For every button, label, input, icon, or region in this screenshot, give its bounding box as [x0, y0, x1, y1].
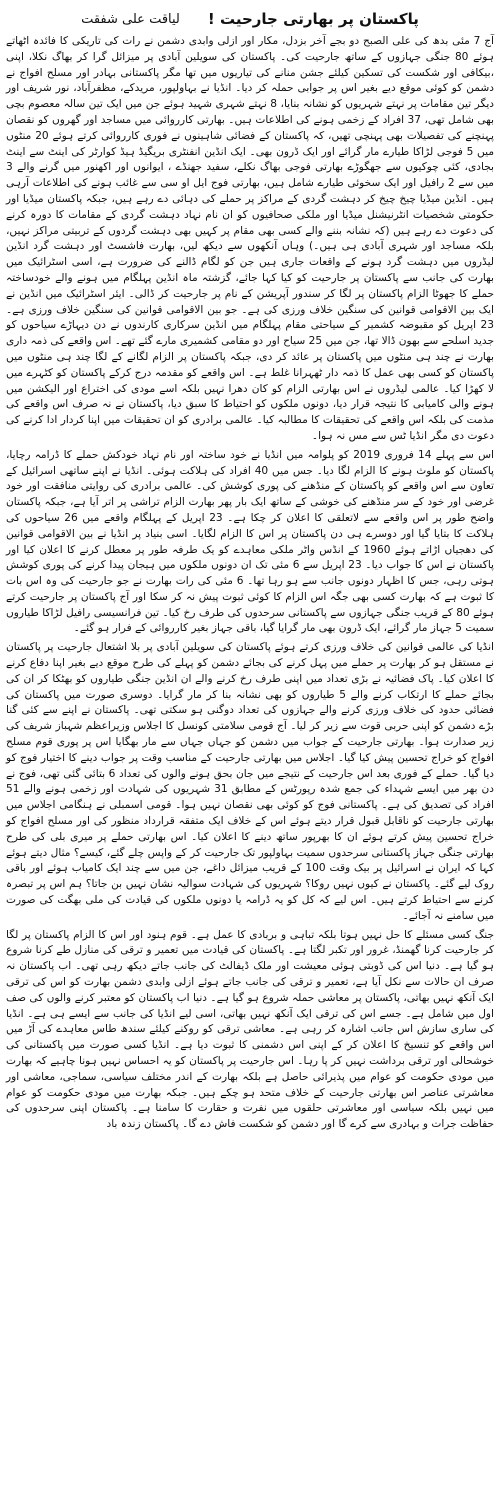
author-name: لیاقت علی شفقت	[81, 11, 180, 27]
paragraph-4: جنگ کسی مسئلے کا حل نہیں ہوتا بلکہ تباہی و بربادی کا عمل ہے۔ قوم ہنود اور اس کا الزام پاکستان پر لگا کر جارحیت کرنا گھمنڈ، غرور اور تکبر لگتا ہے۔ پاکستان کی قیادت میں تعمیر و ترقی کی منازل طے کرنا شروع ہو گیا ہے۔ دنیا اس کی ڈوبتی ہوئی معیشت اور ملک ڈیفالٹ کی جانب جاتے دیکھ رہی تھی۔ اب پاکستان نہ صرف ان حالات سے نکل آیا ہے، تعمیر و ترقی کی جانب جاتے ہوئے ازلی وابدی دشمن بھارت کو اس کی ترقی ایک آنکھ نہیں بھاتی، پاکستان پر معاشی حملہ شروع ہو گیا ہے۔ دنیا اب پاکستان کو معتبر کرنے والوں کی صف اول میں شامل ہے۔ جسے اس کی ترقی ایک آنکھ نہیں بھاتی، اسی لیے انڈیا کی جانب سے ایسے ہی ہے۔ انڈیا کی ساری سازش اس جانب اشارہ کر رہی ہے۔ معاشی ترقی کو روکنے کیلئے سندھ طاس معاہدے کی آڑ میں اس واقعے کو تنسیخ کا اعلان کر کے اپنی اس دشمنی کا ثبوت دیا ہے۔ انڈیا کسی صورت میں پاکستانی کی خوشحالی اور ترقی برداشت نہیں کر پا رہا۔ اس جارحیت پر پاکستان کو یہ احساس نہیں ہونا چاہیے کہ بھارت میں مودی حکومت کو عوام میں پذیرائی حاصل ہے بلکہ بھارت کے اندر مختلف سیاسی، سماجی، معاشی اور معاشرتی عناصر اس بھارتی جارحیت کے خلاف متحد ہو چکے ہیں۔ جبکہ بھارت میں مودی حکومت کو عوام میں نہیں بلکہ سیاسی اور معاشرتی حلقوں میں نفرت و حقارت کا سامنا ہے۔ پاکستان اپنی سرحدوں کی حفاظت جرات و بہادری سے کرے گا اور دشمن کو شکست فاش دے گا۔ پاکستان زندہ باد	[6, 928, 494, 1131]
article-body	[6, 34, 494, 1133]
paragraph-1: آج 7 مئی بدھ کی علی الصبح دو بجے آخر بزدل، مکار اور ازلی وابدی دشمن نے رات کی تاریکی کا فائدہ اٹھاتے ہوئے 80 جنگی جہازوں کے ساتھ جارحیت کی۔ پاکستان کی سویلین آبادی پر میزائل گرا کر بھاگ نکلا، اپنی ،بیکافی اور شکست کی تسکین کیلئے جشن منانے کی تیاریوں میں تھا مگر پاکستانی بہادر اور مسلح افواج نے دشمن کو کوئی موقع دیے بغیر اس پر جوابی حملہ کر دیا۔ انڈیا نے بہاولپور، مریدکے، مظفرآباد، نور شریف اور دیگر تین مقامات پر نہتے شہریوں کو نشانہ بنایا، 8 نہتے شہری شہید ہوئے جن میں ایک تین سالہ معصوم بچی بھی شامل تھی، 37 افراد کے زخمی ہونے کی اطلاعات ہیں۔ بھارتی کارروائی میں مساجد اور گھروں کو نقصان پہنچنے کی تفصیلات بھی پہنچی تھیں، کہ پاکستان کے فضائی شاہینوں نے فوری کارروائی کرتے ہوئے 20 منٹوں میں 5 فوجی لڑاکا طیارے مار گرائے اور ایک ڈرون بھی۔ ایک انڈین انفنٹری بریگیڈ ہیڈ کوارٹر کی اینٹ سے اینٹ بجادی، کئی چوکیوں سے جھگوڑے بھارتی فوجی بھاگ نکلے، سفید جھنڈے ، ایوانوں اور اکھنور میں گرنے والے 3 میں سے 2 رافیل اور ایک سخوئی طیارے شامل ہیں، بھارتی فوج ایل او سی سے غائب ہونے کی اطلاعات آرہی ہیں۔ انڈین میڈیا چیخ چیخ کر دہشت گردی کے مراکز پر حملے کی دہائی دے رہے ہیں، جبکہ پاکستان میڈیا اور حکومتی شخصیات انٹرنیشنل میڈیا اور ملکی صحافیوں کو ان نام نہاد دہشت گردی کے مقامات کا دورہ کرنے کی دعوت دے رہے ہیں (کہ نشانہ بننے والے کسی بھی مقام پر کہیں بھی دہشت گردوں کے تربیتی مراکز نہیں، بلکہ مساجد اور شہری آبادی ہی ہیں۔) وہاں آنکھوں سے دیکھ لیں، بھارت فاشسٹ اور دہشت گرد انڈین لیڈروں میں دہشت گرد ہونے کے واقعات جاری ہیں جن کو لگام ڈالنے کی ضرورت ہے، اسی اسٹرائیک میں بھارت کی جانب سے پاکستان پر جارحیت کو کیا کہا جائے، گزشتہ ماہ انڈین پہلگام میں ہونے والے خودساختہ حملے کا جھوٹا الزام پاکستان پر لگا کر سندور آپریشن کے نام پر جارحیت کر ڈالی۔ ایئر اسٹرائیک میں انڈین نے ایک بین الاقوامی قوانین کی سنگین خلاف ورزی کی ہے۔ جو بین الاقوامی قوانین کی سنگین خلاف ورزی ہے۔ 23 اپریل کو مقبوضہ کشمیر کے سیاحتی مقام پہلگام میں انڈین سرکاری کارندوں نے دن دیہاڑے سیاحوں کو جدید اسلحے سے بھون ڈالا تھا، جن میں 25 سیاح اور دو مقامی کشمیری مارے گئے تھے۔ اس واقعے کی ذمہ داری بھارت نے چند ہی منٹوں میں پاکستان پر عائد کر دی، جبکہ پاکستان پر الزام لگانے کے لگا چند ہی منٹوں میں پاکستان کو کسی بھی عمل کا ذمہ دار ٹھہرانا غلط ہے۔ اس واقعے کو مقدمہ درج کرکے پاکستان کو کٹہرے میں لا کھڑا کیا۔ عالمی لیڈروں نے اس بھارتی الزام کو کان دھرا نہیں بلکہ اسے مودی کی اختراع اور الیکشن میں ہونے والی کامیابی کا نتیجہ قرار دیا، دونوں ملکوں کو احتیاط کا سبق دیا، پاکستان نے نہ صرف اس واقعے کی مذمت کی بلکہ اس واقعے کی تحقیقات کا مطالبہ کیا۔ عالمی برادری کو ان تحقیقات میں اپنا کردار ادا کرنے کی دعوت دی مگر انڈیا ٹس سے مس نہ ہوا۔	[6, 35, 495, 442]
paragraph-3: انڈیا کی عالمی قوانین کی خلاف ورزی کرتے ہوئے پاکستان کی سویلین آبادی پر بلا اشتعال جارحیت پر پاکستان نے مستقل ہو کر بھارت پر حملے میں پہل کرنے کی بجائے دشمن کو پہلے کی طرح موقع دیے بغیر اپنا دفاع کرنے کا اعلان کیا۔ پاک فضائیہ نے بڑی تعداد میں اپنی طرف رخ کرنے والے ان انڈین جنگی طیاروں کو بھٹکا کر ان کی بجائے حملے کا ارتکاب کرنے والے 5 طیاروں کو بھی نشانہ بنا کر مار گرایا۔ دوسری صورت میں پاکستان کی فضائی حدود کی خلاف ورزی کرنے والے جہازوں کی تعداد دوگنی ہو سکتی تھی۔ پاکستان نے اپنے سے کئی گنا بڑے دشمن کو اپنی حربی قوت سے زیر کر لیا۔ آج قومی سلامتی کونسل کا اجلاس وزیراعظم شہباز شریف کی زیر صدارت ہوا۔ بھارتی جارحیت کے جواب میں دشمن کو جہاں جہاں سے مار بھگایا اس پر پوری قوم مسلح افواج کو خراج تحسین پیش کیا گیا۔ اجلاس میں بھارتی جارحیت کے مناسب وقت پر جواب دینے کا اختیار فوج کو دیا گیا۔ حملے کے فوری بعد اس جارحیت کے نتیجے میں جان بحق ہونے والوں کی تعداد 6 بتائی گئی تھی، فوج نے دن بھر میں ایسے شہداء کی جمع شدہ رپورٹس کے مطابق 31 شہریوں کی شہادت اور زخمی ہونے والے 51 افراد کی تصدیق کی ہے۔ پاکستانی فوج کو کوئی بھی نقصان نہیں ہوا۔ قومی اسمبلی نے ہنگامی اجلاس میں بھارتی جارحیت کو ناقابل قبول قرار دیتے ہوئے اس کے خلاف ایک متفقہ قرارداد منظور کی اور مسلح افواج کو خراج تحسین پیش کرتے ہوئے ان کا بھرپور ساتھ دینے کا اعلان کیا۔ اس بھارتی حملے پر میری بلی کی طرح بھارتی جنگی جہاز پاکستانی سرحدوں سمیت بہاولپور تک جارحیت کر کے واپس چلے گئے، کیسے؟ مثال دیتے ہوئے کہا کہ ایران نے اسرائیل پر بیک وقت 100 کے قریب میزائل داغے، جن میں سے چند ایک کامیاب ہوئے اور باقی روک لیے گئے۔ پاکستان نے کیوں نہیں روکا؟ شہریوں کی شہادت سوالیہ نشان نہیں بن جاتا؟ ہم اس پر تبصرہ کرنے سے احتیاط کرتے ہیں۔ اس لیے کہ کل کو یہ ڈرامہ یا دونوں ملکوں کی قیادت کی ملی بھگت کی صورت میں سامنے نہ آجائے۔	[6, 641, 495, 922]
paragraph-2: اس سے پہلے 14 فروری 2019 کو پلوامہ میں انڈیا نے خود ساختہ اور نام نہاد خودکش حملے کا ڈرامہ رچایا، پاکستان کو ملوث ہونے کا الزام لگا دیا۔ جس میں 40 افراد کی ہلاکت ہوئی۔ انڈیا نے اپنے ساتھی اسرائیل کے تعاون سے اس واقعے کو پاکستان کے منڈھنے کی پوری کوشش کی۔ عالمی برادری کی روایتی منافقت اور خود غرضی اور خود کے سر منڈھنے کی خوشی کے ساتھ ایک بار پھر بھارت الزام تراشی پر اتر آیا ہے، جبکہ پاکستان واضح طور پر اس واقعے سے لاتعلقی کا اعلان کر چکا ہے۔ 23 اپریل کے پہلگام واقعے میں 26 سیاحوں کی ہلاکت کا بتایا گیا اور دوسرے ہی دن پاکستان پر اس کا الزام لگایا۔ اسی بنیاد پر انڈیا نے بین الاقوامی قوانین کی دھجیاں اڑاتے ہوئے 1960 کے انڈس واٹر ملکی معاہدے کو یک طرفہ طور پر معطل کرنے کا اعلان کیا اور پاکستان نے اس کا جواب دیا۔ 23 اپریل سے 6 مئی تک ان دونوں ملکوں میں ہیجان پیدا کرنے کی پوری کوشش ہوتی رہی، جس کا اظہار دونوں جانب سے ہو رہا تھا۔ 6 مئی کی رات بھارت نے جو جارحیت کی وہ اس بات کا ثبوت ہے کہ بھارت کسی بھی جگہ اس الزام کا کوئی ثبوت پیش نہ کر سکا اور آج پاکستان پر جارحیت کرتے ہوئے 80 کے قریب جنگی جہازوں سے پاکستانی سرحدوں کی طرف رخ کیا۔ تین فرانسیسی رافیل لڑاکا طیاروں سمیت 5 جہاز مار گرائے، ایک ڈرون بھی مار گرایا گیا، باقی جہاز بغیر کارروائی کے فرار ہو گئے۔	[6, 448, 495, 635]
column-header	[6, 4, 494, 34]
article-title: پاکستان پر بھارتی جارحیت !	[207, 10, 419, 28]
